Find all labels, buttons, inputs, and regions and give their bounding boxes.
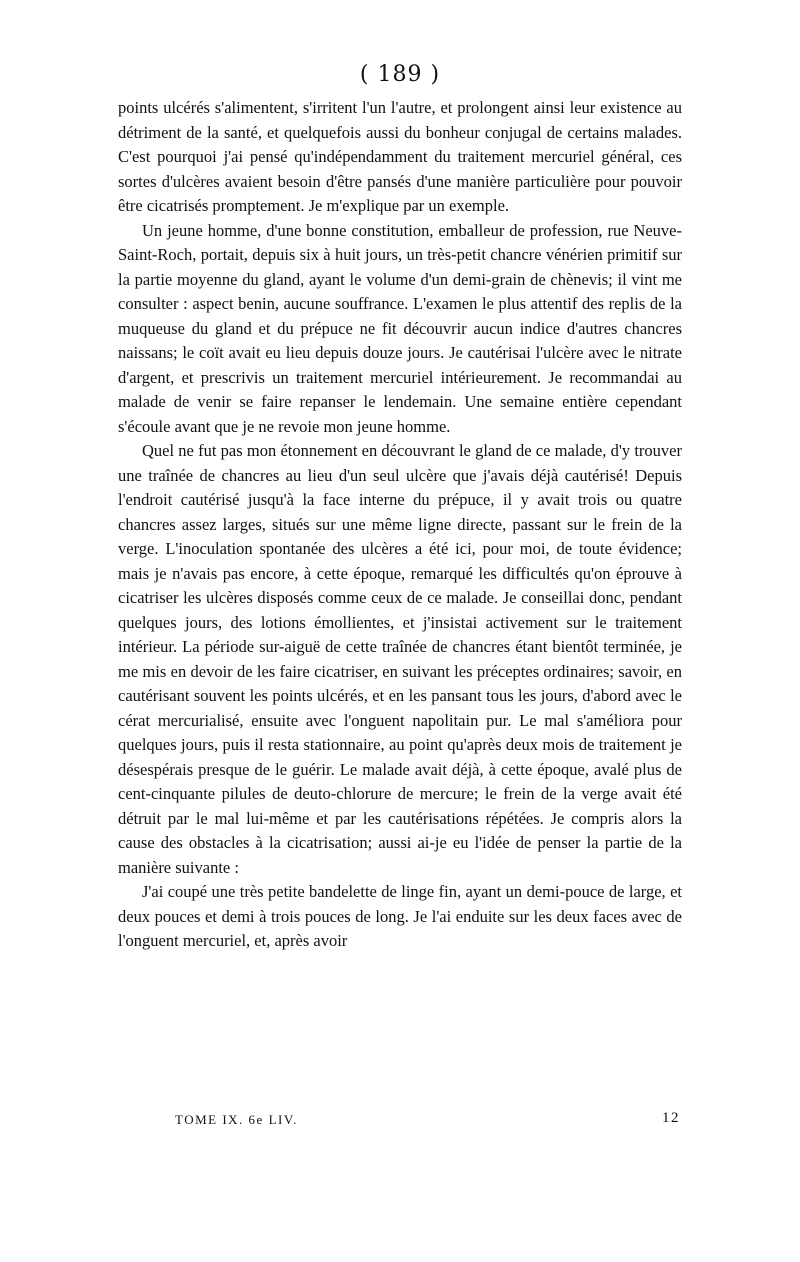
gathering-number: 12 (662, 1110, 680, 1126)
body-text (118, 96, 682, 954)
page-number: ( 189 ) (359, 62, 441, 87)
paragraph-case-progress: Quel ne fut pas mon étonnement en découvrant le gland de ce malade, d'y trouver une traînée de chancres au lieu d'un seul ulcère que j'avais déjà cautérisé! Depuis l'endroit cautérisé jusqu'à la face interne du prépuce, il y avait trois ou quatre chancres assez larges, situés sur une même ligne directe, passant sur le frein de la verge. L'inoculation spontanée des ulcères a été ici, pour moi, de toute évidence; mais je n'avais pas encore, à cette époque, remarqué les difficultés qu'on éprouve à cicatriser les ulcères disposés comme ceux de ce malade. Je conseillai donc, pendant quelques jours, des lotions émollientes, et j'insistai activement sur le traitement intérieur. La période sur-aiguë de cette traînée de chancres étant bientôt terminée, je me mis en devoir de les faire cicatriser, en suivant les préceptes ordinaires; savoir, en cautérisant souvent les points ulcérés, et en les pansant tous les jours, d'abord avec le cérat mercurialisé, ensuite avec l'onguent napolitain pur. Le mal s'améliora pour quelques jours, puis il resta stationnaire, au point qu'après deux mois de traitement je désespérais presque de le guérir. Le malade avait déjà, à cette époque, avalé plus de cent-cinquante pilules de deuto-chlorure de mercure; le frein de la verge avait été détruit par le mal lui-même et par les cautérisations répétées. Je compris alors la cause des obstacles à la cicatrisation; aussi ai-je eu l'idée de penser la partie de la manière suivante : (118, 441, 682, 877)
signature-mark: TOME IX. 6e LIV. (175, 1112, 298, 1127)
paragraph-case-description: Un jeune homme, d'une bonne constitution, emballeur de profession, rue Neuve-Saint-Roch, portait, depuis six à huit jours, un très-petit chancre vénérien primitif sur la partie moyenne du gland, ayant le volume d'un demi-grain de chènevis; il vint me consulter : aspect benin, aucune souffrance. L'examen le plus attentif des replis de la muqueuse du gland et du prépuce ne fit découvrir aucun indice d'autres chancres naissans; le coït avait eu lieu depuis douze jours. Je cautérisai l'ulcère avec le nitrate d'argent, et prescrivis un traitement mercuriel intérieurement. Je recommandai au malade de venir se faire repanser le lendemain. Une semaine entière cependant s'écoule avant que je ne revoie mon jeune homme. (118, 220, 682, 436)
paragraph-continuation: points ulcérés s'alimentent, s'irritent l'un l'autre, et prolongent ainsi leur existence au détriment de la santé, et quelquefois aussi du bonheur conjugal de certains malades. C'est pourquoi j'ai pensé qu'indépendamment du traitement mercuriel général, ces sortes d'ulcères avaient besoin d'être pansés d'une manière particulière pour pouvoir être cicatrisés promptement. Je m'explique par un exemple. (118, 98, 682, 215)
paragraph-dressing-method: J'ai coupé une très petite bandelette de linge fin, ayant un demi-pouce de large, et deux pouces et demi à trois pouces de long. Je l'ai enduite sur les deux faces avec de l'onguent mercuriel, et, après avoir (118, 882, 682, 950)
